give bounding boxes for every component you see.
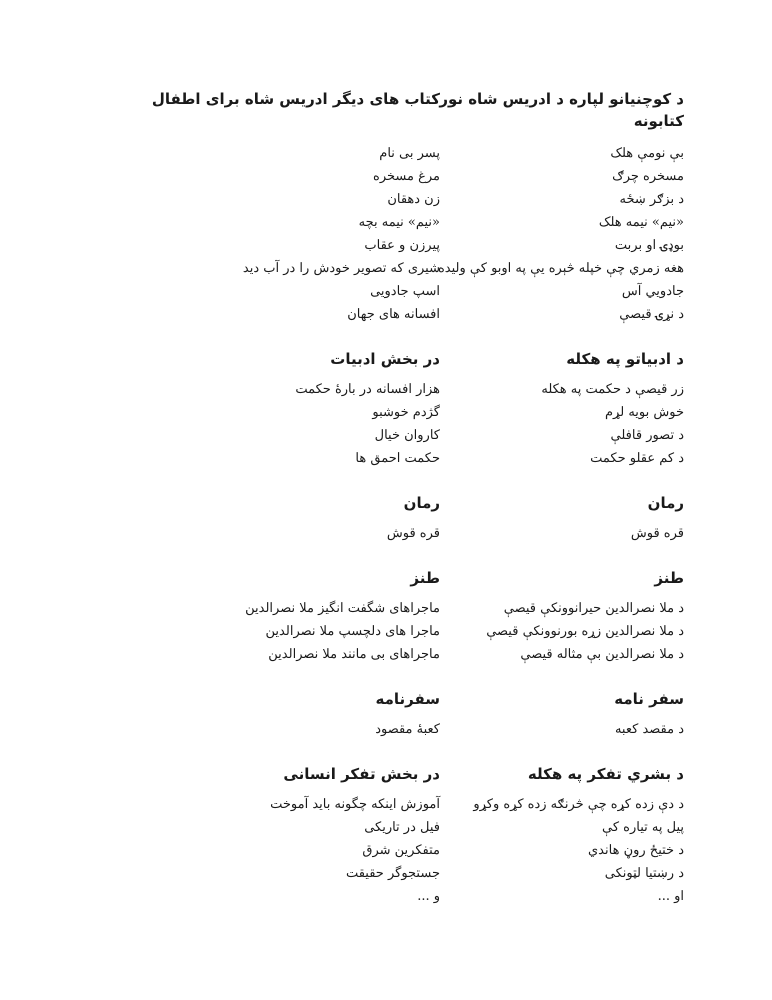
persian-satire-section <box>110 567 440 666</box>
section-heading: طنز <box>410 569 440 587</box>
list-item: د ملا نصرالدين زړه بورنوونکې قيصې <box>486 624 684 639</box>
persian-literature-section <box>110 348 440 470</box>
list-item: مرغ مسخره <box>373 169 440 184</box>
list-item: خوش بويه لړم <box>605 405 684 420</box>
list-item: «نیم» نیمه هلک <box>598 215 684 230</box>
list-item: د ملا نصرالدين حيرانوونکې قيصې <box>503 601 684 616</box>
list-item: بوډۍ او بربت <box>614 238 684 253</box>
list-item: شیری که تصویر خودش را در آب دید <box>242 261 440 276</box>
persian-column-title: کتاب های دیگر ادریس شاه برای اطفال <box>151 90 440 108</box>
section-heading: در بخش تفکر انسانی <box>283 765 440 783</box>
list-item: قره قوش <box>386 526 440 541</box>
list-item: قره قوش <box>630 526 684 541</box>
list-item: پسر بی نام <box>379 146 440 161</box>
section-heading: رمان <box>647 494 684 512</box>
list-item: آموزش اینکه چگونه باید آموخت <box>270 797 440 812</box>
list-item: بې نومې هلک <box>610 146 684 161</box>
list-item: متفکرین شرق <box>362 843 440 858</box>
list-item: ماجرا های دلچسپ ملا نصرالدین <box>265 624 440 639</box>
list-item: حکمت احمق ها <box>355 451 440 466</box>
list-item: زر قيصې د حکمت په هکله <box>541 382 684 397</box>
list-item: پیرزن و عقاب <box>364 238 440 253</box>
persian-human-thought-section <box>110 763 440 908</box>
list-item: کعبهٔ مقصود <box>375 722 440 737</box>
list-item: د کم عقلو حکمت <box>590 451 684 466</box>
section-heading: رمان <box>403 494 440 512</box>
persian-novel-section <box>110 492 440 545</box>
list-item: هزار افسانه در بارهٔ حکمت <box>295 382 440 397</box>
list-item: کاروان خیال <box>374 428 440 443</box>
list-item: د ملا نصرالدين بې مثاله قيصې <box>520 647 684 662</box>
list-item: د بزګر ښځه <box>619 192 684 207</box>
persian-children-list <box>110 142 440 326</box>
list-item: «نیم» نیمه بچه <box>358 215 440 230</box>
list-item: د مقصد کعبه <box>614 722 684 737</box>
list-item: د رښتيا لټونکی <box>604 866 684 881</box>
list-item: او ... <box>657 889 684 904</box>
list-item: هغه زمري چې خپله څېره يې په اوبو کې ولیده <box>437 261 684 276</box>
list-item: پيل په تياره کې <box>602 820 684 835</box>
section-heading: در بخش ادبیات <box>330 350 440 368</box>
list-item: فیل در تاریکی <box>364 820 440 835</box>
list-item: مسخره چرګ <box>612 169 684 184</box>
list-item: د نړۍ قيصې <box>619 307 684 322</box>
list-item: جادويي آس <box>621 284 684 299</box>
list-item: ماجراهای بی مانند ملا نصرالدین <box>268 647 440 662</box>
pashto-column-title: د کوچنیانو لپاره د ادریس شاه نور کتابونه <box>439 90 684 130</box>
list-item: اسپ جادویی <box>370 284 440 299</box>
list-item: د تصور قافلې <box>610 428 684 443</box>
section-heading: د بشري تفکر په هکله <box>527 765 684 783</box>
list-item: د ختيځ روڼ هاندي <box>588 843 684 858</box>
list-item: د دې زده کړه چې څرنګه زده کړه وکړو <box>473 797 684 812</box>
section-heading: طنز <box>654 569 684 587</box>
persian-column <box>110 88 440 930</box>
list-item: جستجوگر حقیقت <box>345 866 440 881</box>
section-heading: د ادبیاتو په هکله <box>566 350 684 368</box>
section-heading: سفر نامه <box>614 690 684 708</box>
section-heading: سفرنامه <box>375 690 440 708</box>
persian-travelogue-section <box>110 688 440 741</box>
list-item: ماجراهای شگفت انگیز ملا نصرالدین <box>245 601 440 616</box>
list-item: زن دهقان <box>387 192 440 207</box>
list-item: افسانه های جهان <box>347 307 440 322</box>
list-item: گژدم خوشبو <box>372 405 440 420</box>
list-item: و ... <box>417 889 440 904</box>
